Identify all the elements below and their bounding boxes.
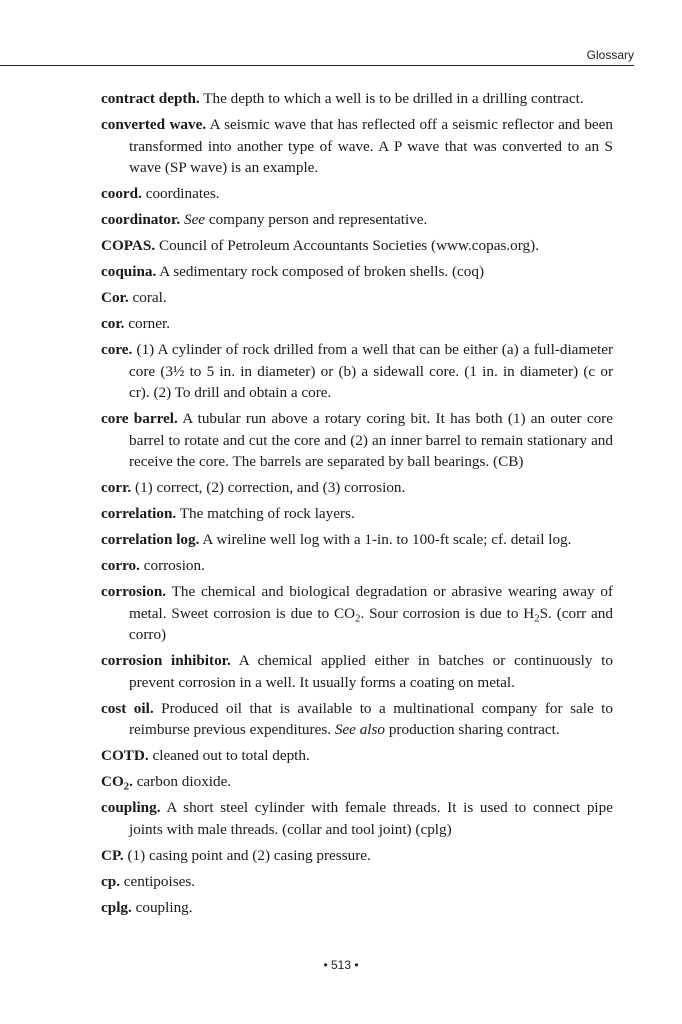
subscript: 2 — [355, 613, 361, 625]
see-reference: See — [183, 211, 206, 228]
entry-term: coord. — [101, 185, 142, 202]
glossary-entry — [101, 650, 613, 693]
entry-term: correlation log. — [101, 531, 200, 548]
entry-definition-continued: production sharing contract. — [388, 721, 560, 738]
entry-term: Cor. — [101, 289, 129, 306]
glossary-entry — [101, 771, 613, 793]
entry-term: cp. — [101, 872, 120, 890]
entry-definition: coupling. — [135, 898, 193, 916]
entry-definition: (1) casing point and (2) casing pressure. — [127, 846, 371, 864]
entry-definition: centipoises. — [123, 872, 196, 890]
glossary-entry — [101, 339, 613, 404]
glossary-entry — [101, 88, 613, 110]
entry-definition: A seismic wave that has reflected off a seismic reflector and been transformed into another type of wave. A P wave that was converted to an S wave (SP wave) is an example. — [129, 116, 613, 176]
entry-definition: The chemical and biological degradation or abrasive wearing away of metal. Sweet corrosion is due to $CO_2$. Sour corrosion is due to $H_2S$. (corr and corro) — [129, 583, 613, 643]
entry-term: converted wave. — [101, 116, 207, 133]
entry-definition: corrosion. — [143, 557, 205, 574]
page-number: • 513 • — [323, 958, 359, 972]
entry-definition: A chemical applied either in batches or continuously to prevent corrosion in a well. It usually forms a coating on metal. — [129, 652, 613, 691]
glossary-entry — [101, 581, 613, 646]
entry-definition: The depth to which a well is to be drilled in a drilling contract. — [203, 90, 584, 107]
entry-term: corro. — [101, 557, 140, 574]
entry-term: cplg. — [101, 898, 132, 916]
glossary-entry — [101, 698, 613, 741]
entry-term: corr. — [101, 479, 132, 496]
entry-definition: A wireline well log with a 1-in. to 100-ft scale; cf. detail log. — [202, 531, 572, 548]
glossary-entry — [101, 477, 613, 499]
glossary-entry — [101, 503, 613, 525]
entry-definition: The matching of rock layers. — [179, 505, 355, 522]
glossary-entry — [101, 845, 613, 867]
subscript: 2 — [534, 613, 540, 625]
glossary-entry — [101, 871, 613, 893]
entry-term: COTD. — [101, 747, 149, 764]
glossary-entry — [101, 797, 613, 840]
entry-definition: carbon dioxide. — [136, 773, 232, 790]
glossary-entry — [101, 287, 613, 309]
glossary-entry — [101, 555, 613, 577]
glossary-entries — [101, 88, 613, 923]
entry-term: COPAS. — [101, 237, 156, 254]
entry-definition: company person and representative. — [208, 211, 428, 228]
header-rule — [0, 65, 634, 66]
glossary-entry — [101, 209, 613, 231]
entry-term: cost oil. — [101, 699, 154, 717]
entry-definition: (1) A cylinder of rock drilled from a well that can be either (a) a full-diameter core (3½ to 5 in. in diameter) or (b) a sidewall core. (1 in. in diameter) (c or cr). (2) To drill and obtain a core. — [129, 341, 613, 401]
glossary-entry — [101, 183, 613, 205]
entry-term: coupling. — [101, 799, 161, 816]
glossary-entry — [101, 897, 613, 919]
entry-definition: coordinates. — [145, 185, 220, 202]
entry-term: $CO_2$. — [101, 773, 133, 793]
glossary-entry — [101, 313, 613, 335]
entry-term: CP. — [101, 846, 124, 864]
glossary-entry — [101, 261, 613, 283]
entry-term: cor. — [101, 315, 125, 332]
entry-definition: corner. — [128, 315, 171, 332]
entry-term: contract depth. — [101, 90, 200, 107]
glossary-entry — [101, 408, 613, 473]
entry-term: coordinator. — [101, 211, 181, 228]
entry-definition: (1) correct, (2) correction, and (3) corrosion. — [135, 479, 406, 496]
entry-term: correlation. — [101, 505, 177, 522]
entry-definition: coral. — [132, 289, 167, 306]
entry-term: core barrel. — [101, 410, 178, 427]
entry-definition: Council of Petroleum Accountants Societies (www.copas.org). — [158, 237, 539, 254]
entry-term: coquina. — [101, 263, 157, 280]
entry-definition: A short steel cylinder with female threads. It is used to connect pipe joints with male threads. (collar and tool joint) (cplg) — [129, 799, 613, 838]
entry-term: core. — [101, 341, 133, 358]
glossary-entry — [101, 114, 613, 179]
entry-definition: A sedimentary rock composed of broken shells. (coq) — [159, 263, 485, 280]
glossary-entry — [101, 745, 613, 767]
subscript: 2 — [123, 781, 130, 793]
entry-definition: A tubular run above a rotary coring bit. It has both (1) an outer core barrel to rotate and cut the core and (2) an inner barrel to remain stationary and receive the core. The barrels are separated by ball bearings. (CB) — [129, 410, 613, 470]
glossary-entry — [101, 235, 613, 257]
see-also-reference: See also — [334, 721, 386, 738]
entry-definition: cleaned out to total depth. — [152, 747, 310, 764]
running-header: Glossary — [586, 48, 634, 62]
glossary-entry — [101, 529, 613, 551]
entry-term: corrosion inhibitor. — [101, 652, 231, 669]
entry-term: corrosion. — [101, 583, 167, 600]
entry-definition: Produced oil that is available to a multinational company for sale to reimburse previous expenditures. — [129, 699, 613, 738]
